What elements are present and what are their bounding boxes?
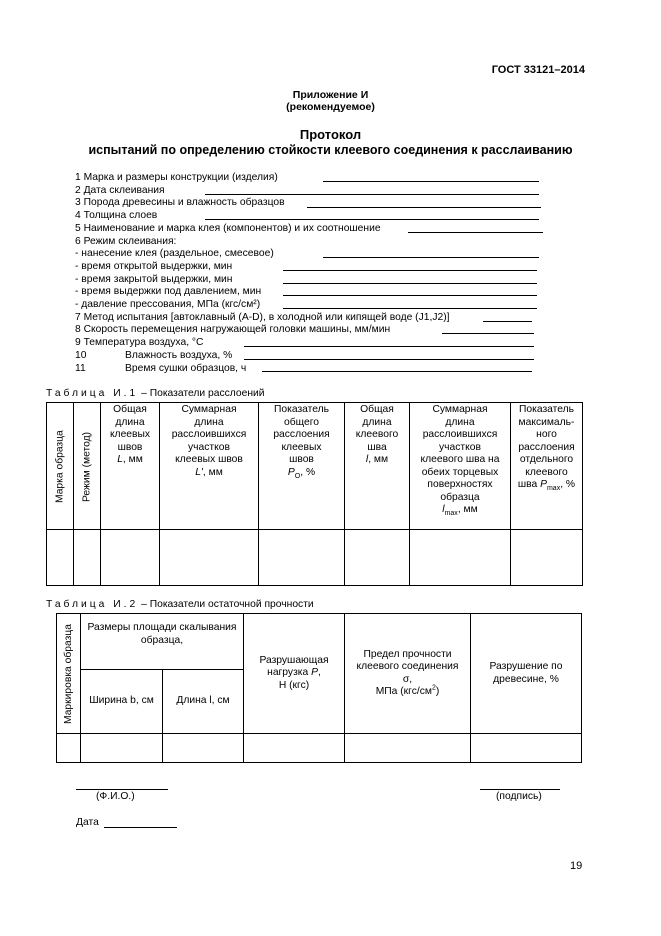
field-6c: - время закрытой выдержки, мин (75, 273, 233, 285)
field-4: 4 Толщина слоев (75, 210, 158, 222)
field-1-blank[interactable] (323, 170, 539, 182)
name-blank[interactable] (76, 778, 168, 790)
signature-blank[interactable] (480, 778, 560, 790)
t2-h7: Разрушение по древесине, % (471, 614, 582, 734)
field-4-blank[interactable] (205, 208, 539, 220)
t1-h8: Показатель максималь- ного расслоения отдельного клеевого шва $P_{max}$, % (511, 403, 583, 530)
field-6d: - время выдержки под давлением, мин (75, 286, 262, 298)
field-6b: - время открытой выдержки, мин (75, 260, 233, 272)
field-9-blank[interactable] (244, 335, 534, 347)
t2-h6: Предел прочности клеевого соединения σ, МПа $(кгс/см^2)$ (345, 614, 471, 734)
t2-h5: Разрушающая нагрузка P, Н (кгс) (244, 614, 345, 734)
t1-h6: Общая длина клеевого шва l, мм (345, 403, 410, 530)
field-5-blank[interactable] (408, 221, 543, 233)
field-2: 2 Дата склеивания (75, 184, 165, 196)
t2-h3: Ширина b, см (81, 670, 163, 734)
field-1: 1 Марка и размеры конструкции (изделия) (75, 172, 278, 183)
field-8-blank[interactable] (442, 322, 534, 334)
table1-caption-prefix: Таблица И.1 (46, 388, 139, 399)
field-10-blank[interactable] (244, 348, 534, 360)
t1-cell[interactable] (345, 530, 410, 586)
t2-cell[interactable] (345, 734, 471, 763)
t1-cell[interactable] (410, 530, 511, 586)
field-11-blank[interactable] (262, 360, 532, 372)
field-6a: - нанесение клея (раздельное, смесевое) (75, 248, 274, 260)
table2-caption (46, 599, 314, 610)
field-6: 6 Режим склеивания: (75, 235, 177, 247)
table1-caption (46, 388, 265, 399)
field-3: 3 Порода древесины и влажность образцов (75, 197, 285, 209)
t1-h1: Марка образца (47, 403, 74, 530)
t1-h5: Показатель общего расслоения клеевых швов $P_O$, % (259, 403, 345, 530)
table1-caption-text: – Показатели расслоений (141, 388, 265, 399)
date-blank[interactable] (104, 816, 177, 828)
t2-cell[interactable] (81, 734, 163, 763)
t2-cell[interactable] (57, 734, 81, 763)
appendix-title: Приложение И (292, 89, 369, 101)
field-10: Влажность воздуха, % (125, 349, 233, 361)
signature-label: (подпись) (496, 791, 542, 802)
t1-cell[interactable] (74, 530, 101, 586)
table1 (46, 402, 583, 586)
t2-cell[interactable] (244, 734, 345, 763)
field-5: 5 Наименование и марка клея (компонентов) и их соотношение (75, 222, 381, 234)
table2 (56, 613, 582, 763)
protocol-title: Протокол (299, 127, 362, 142)
t1-h7: Суммарная длина расслоившихся участков клеевого шва на обеих торцевых поверхностях образца $l_{max}$, мм (410, 403, 511, 530)
field-2-blank[interactable] (205, 183, 539, 195)
field-6d-blank[interactable] (283, 284, 537, 296)
t1-cell[interactable] (160, 530, 259, 586)
table2-caption-text: – Показатели остаточной прочности (141, 599, 314, 610)
protocol-subtitle: испытаний по определению стойкости клеевого соединения к расслаиванию (88, 143, 573, 157)
field-10-number: 10 (75, 349, 87, 361)
field-8: 8 Скорость перемещения нагружающей головки машины, мм/мин (75, 324, 391, 336)
t2-h4: Длина l, см (163, 670, 244, 734)
t1-cell[interactable] (259, 530, 345, 586)
date-label: Дата (76, 817, 99, 828)
field-3-blank[interactable] (307, 196, 541, 208)
field-7-blank[interactable] (483, 310, 532, 322)
page-number: 19 (570, 860, 583, 872)
t2-h1: Маркировка образца (57, 614, 81, 734)
standard-number: ГОСТ 33121–2014 (491, 64, 585, 76)
field-6b-blank[interactable] (283, 259, 537, 271)
t2-cell[interactable] (163, 734, 244, 763)
table2-caption-prefix: Таблица И.2 (46, 599, 139, 610)
t1-h3: Общая длина клеевых швов L, мм (101, 403, 160, 530)
field-11-number: 11 (75, 362, 86, 374)
name-label: (Ф.И.О.) (96, 791, 135, 802)
t1-cell[interactable] (101, 530, 160, 586)
field-9: 9 Температура воздуха, °C (75, 337, 204, 349)
field-7: 7 Метод испытания [автоклавный (A-D), в холодной или кипящей воде (J1,J2)] (75, 311, 450, 323)
field-6c-blank[interactable] (283, 272, 537, 284)
t2-cell[interactable] (471, 734, 582, 763)
t1-h4: Суммарная длина расслоившихся участков клеевых швов L', мм (160, 403, 259, 530)
appendix-subtitle: (рекомендуемое) (286, 101, 375, 113)
t1-h2: Режим (метод) (74, 403, 101, 530)
t1-cell[interactable] (511, 530, 583, 586)
t1-cell[interactable] (47, 530, 74, 586)
field-6e-blank[interactable] (283, 297, 537, 309)
field-6e: - давление прессования, МПа (кгс/см²) (75, 299, 261, 310)
field-6a-blank[interactable] (323, 246, 539, 258)
t2-h2: Размеры площади скалывания образца, (81, 614, 244, 670)
field-11: Время сушки образцов, ч (125, 362, 247, 374)
